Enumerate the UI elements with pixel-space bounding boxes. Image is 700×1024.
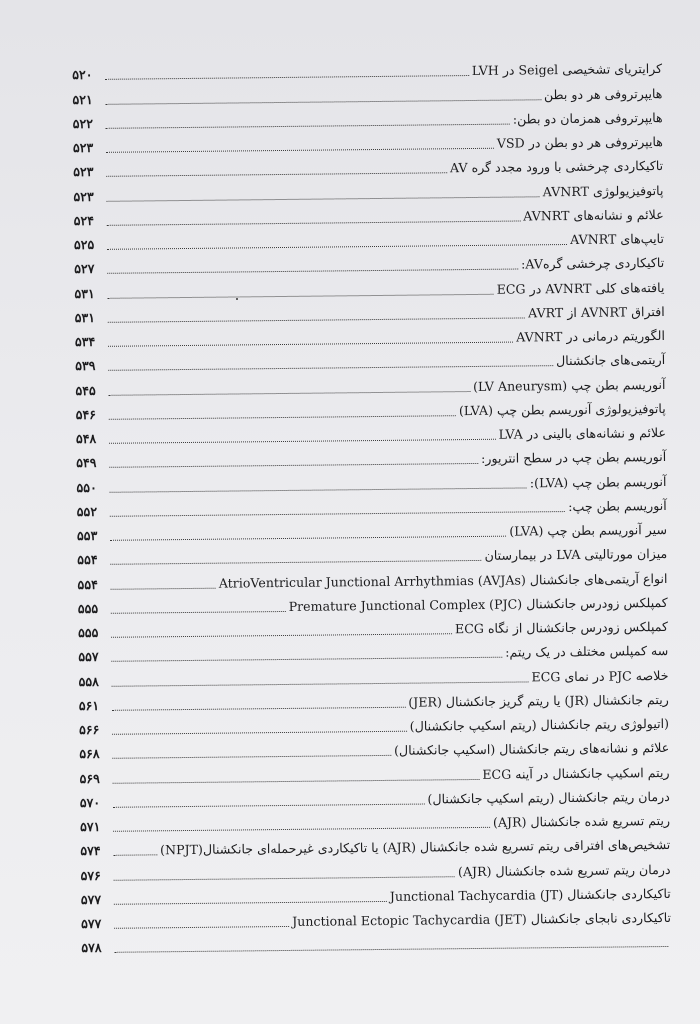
dot-leader — [110, 511, 565, 517]
dot-leader — [107, 269, 518, 274]
toc-entry-page-number: ۵۲۵ — [73, 236, 95, 253]
toc-entry-page-number: ۵۷۸ — [81, 940, 102, 956]
toc-entry-page-number: ۵۶۱ — [78, 697, 100, 713]
toc-entry-page-number: ۵۳۱ — [74, 309, 96, 325]
dot-leader — [114, 926, 289, 929]
toc-entry-title: درمان ریتم جانکشنال (ریتم اسکیپ جانکشنال) — [427, 788, 670, 807]
dot-leader — [113, 855, 157, 856]
dot-leader — [112, 755, 391, 759]
dot-leader — [111, 657, 502, 662]
toc-entry-page-number: ۵۲۲ — [72, 115, 94, 131]
toc-entry-page-number: ۵۶۶ — [78, 721, 100, 738]
toc-entry-page-number: ۵۷۴ — [80, 843, 101, 859]
toc-entry-title: سیر آنوریسم بطن چپ (LVA) — [509, 521, 668, 539]
toc-entry-page-number: ۵۲۴ — [73, 212, 95, 228]
toc-entry-title: افتراق AVNRT از AVRT — [527, 303, 665, 321]
dot-leader — [106, 173, 447, 178]
toc-entry-page-number: ۵۷۷ — [80, 891, 102, 907]
toc-entry-page-number: ۵۲۳ — [72, 139, 94, 156]
dot-leader — [114, 901, 387, 905]
dot-leader — [109, 391, 471, 396]
toc-entry-title: کمپلکس زودرس جانکشنال (PJC) Premature Junctional Complex — [288, 594, 668, 614]
dot-leader — [109, 439, 496, 444]
dot-leader — [113, 827, 490, 832]
dot-leader — [114, 946, 668, 953]
toc-entry-title: آریتمی‌های جانکشنال — [556, 352, 666, 369]
toc-entry-page-number: ۵۶۸ — [79, 746, 100, 762]
toc-entry-title: علائم و نشانه‌های AVNRT — [523, 206, 664, 224]
toc-entry-page-number: ۵۷۶ — [80, 867, 101, 883]
dot-leader — [110, 536, 506, 541]
toc-entry-title: آنوریسم بطن چپ در سطح انتریور: — [481, 449, 667, 467]
toc-entry-page-number: ۵۷۱ — [79, 818, 101, 835]
toc-entry-title: تشخیص‌های افتراقی ریتم تسریع شده جانکشنال (AJR) یا تاکیکاردی غیرحمله‌ای جانکشنال(NPJT) — [160, 837, 671, 858]
toc-entry-page-number: ۵۶۹ — [79, 770, 100, 786]
toc-entry — [81, 928, 671, 958]
toc-entry-title: آنوریسم بطن چپ: — [568, 497, 667, 514]
toc-entry-page-number: ۵۵۲ — [76, 503, 98, 519]
dot-leader — [107, 244, 567, 250]
toc-entry-page-number: ۵۴۸ — [75, 430, 97, 447]
toc-entry-page-number: ۵۲۳ — [73, 164, 94, 180]
toc-entry-title: علائم و نشانه‌های بالینی در LVA — [498, 424, 667, 442]
dot-leader — [111, 587, 216, 589]
toc-entry-title: تاکیکاردی چرخشی گرهAV: — [521, 255, 665, 272]
toc-entry-page-number: ۵۵۴ — [77, 552, 98, 568]
toc-entry-title: پاتوفیزیولوژی AVNRT — [542, 182, 664, 199]
toc-entry-page-number: ۵۵۵ — [77, 624, 99, 641]
toc-entry-page-number: ۵۲۷ — [74, 261, 95, 277]
toc-entry-title: هایپرتروفی هر دو بطن در VSD — [496, 133, 663, 151]
dot-leader — [106, 148, 494, 153]
toc-entry-page-number: ۵۵۰ — [76, 479, 97, 495]
dot-leader — [112, 731, 407, 735]
toc-entry-title: درمان ریتم تسریع شده جانکشنال (AJR) — [457, 861, 671, 879]
toc-entry-title: هایپرتروفی هر دو بطن — [543, 85, 663, 102]
toc-entry-title: خلاصه PJC در نمای ECG — [531, 667, 669, 684]
dot-leader — [111, 633, 452, 638]
toc-entry-page-number: ۵۳۱ — [74, 285, 95, 301]
dot-leader — [108, 365, 553, 371]
toc-entry-page-number: ۵۲۳ — [73, 188, 94, 204]
toc-entry-title: پاتوفیزیولوژی آنوریسم بطن چپ (LVA) — [458, 400, 666, 418]
toc-entry-title: آنوریسم بطن چپ (LV Aneurysm) — [472, 376, 666, 394]
toc-entry-title: تایپ‌های AVNRT — [570, 230, 665, 247]
toc-entry-page-number: ۵۲۱ — [72, 91, 93, 107]
dot-leader — [105, 75, 469, 80]
toc-entry-title: تاکیکاردی جانکشنال (JT) Junctional Tachycardia — [389, 885, 671, 904]
dot-leader — [106, 196, 539, 202]
dot-leader — [107, 220, 521, 225]
dot-leader — [112, 706, 406, 710]
dot-leader — [105, 99, 540, 105]
dot-leader — [111, 611, 286, 614]
dot-leader — [112, 681, 529, 686]
dot-leader — [109, 415, 456, 420]
toc-entry-page-number: ۵۵۴ — [77, 576, 98, 592]
toc-entry-page-number: ۵۷۰ — [79, 794, 101, 810]
toc-entry-title: سه کمپلس مختلف در یک ریتم: — [505, 643, 669, 660]
toc-entry-page-number: ۵۳۴ — [74, 333, 96, 350]
toc-entry-title: تاکیکاردی چرخشی با ورود مجدد گره AV — [449, 158, 664, 176]
dot-leader — [108, 317, 525, 322]
toc-entry-title: علائم و نشانه‌های ریتم جانکشنال (اسکیپ جانکشنال) — [394, 740, 670, 759]
toc-entry-title: میزان مورتالیتی LVA در بیمارستان — [484, 546, 668, 564]
toc-entry-title: کرایتریای تشخیصی Seigel در LVH — [471, 61, 663, 79]
toc-entry-title: یافته‌های کلی AVNRT در ECG — [496, 279, 665, 297]
toc-entry-page-number: ۵۷۷ — [80, 915, 102, 932]
toc-entry-page-number: ۵۵۸ — [78, 673, 99, 689]
toc-entry-page-number: ۵۴۵ — [75, 382, 96, 398]
toc-entry-title: (اتیولوژی ریتم جانکشنال (ریتم اسکیپ جانکشنال) — [409, 715, 670, 734]
dot-leader — [108, 342, 513, 347]
toc-entry-title: آنوریسم بطن چپ (LVA): — [529, 473, 667, 490]
toc-entry-page-number: ۵۲۰ — [72, 67, 93, 83]
toc-entry-page-number: ۵۵۳ — [76, 527, 98, 544]
toc-entry-page-number: ۵۵۷ — [78, 649, 99, 665]
dot-leader — [113, 803, 425, 807]
dot-leader — [109, 463, 478, 468]
toc-entry-title: هایپرتروفی همزمان دو بطن: — [512, 109, 663, 127]
dot-leader — [110, 487, 527, 492]
dot-leader — [114, 876, 455, 881]
toc-entry-title: ریتم تسریع شده جانکشنال (AJR) — [492, 812, 671, 830]
toc-entry-page-number: ۵۳۹ — [75, 358, 96, 374]
toc-entry-title: کمپلکس زودرس جانکشنال از نگاه ECG — [454, 618, 669, 637]
toc-entry-title: الگوریتم درمانی در AVNRT — [516, 327, 666, 345]
toc-entry-title: ریتم جانکشنال (JR) یا ریتم گریز جانکشنال (JER) — [408, 691, 669, 710]
ink-speck — [236, 298, 238, 300]
toc-entry-page-number: ۵۴۶ — [75, 406, 97, 422]
toc-entry-title: انواع آریتمی‌های جانکشنال (AVJAs) AtrioVentricular Junctional Arrhythmias — [218, 570, 668, 591]
dot-leader — [106, 123, 510, 128]
toc-entry-title: ریتم اسکیپ جانکشنال در آینه ECG — [482, 764, 670, 782]
dot-leader — [113, 778, 480, 783]
toc-entry-title: تاکیکاردی نابجای جانکشنال (JET) Junctional Ectopic Tachycardia — [292, 909, 672, 929]
dot-leader — [108, 293, 494, 298]
table-of-contents — [72, 55, 671, 958]
toc-entry-page-number: ۵۴۹ — [76, 455, 97, 471]
toc-entry-page-number: ۵۵۵ — [77, 600, 99, 616]
dot-leader — [110, 560, 481, 565]
